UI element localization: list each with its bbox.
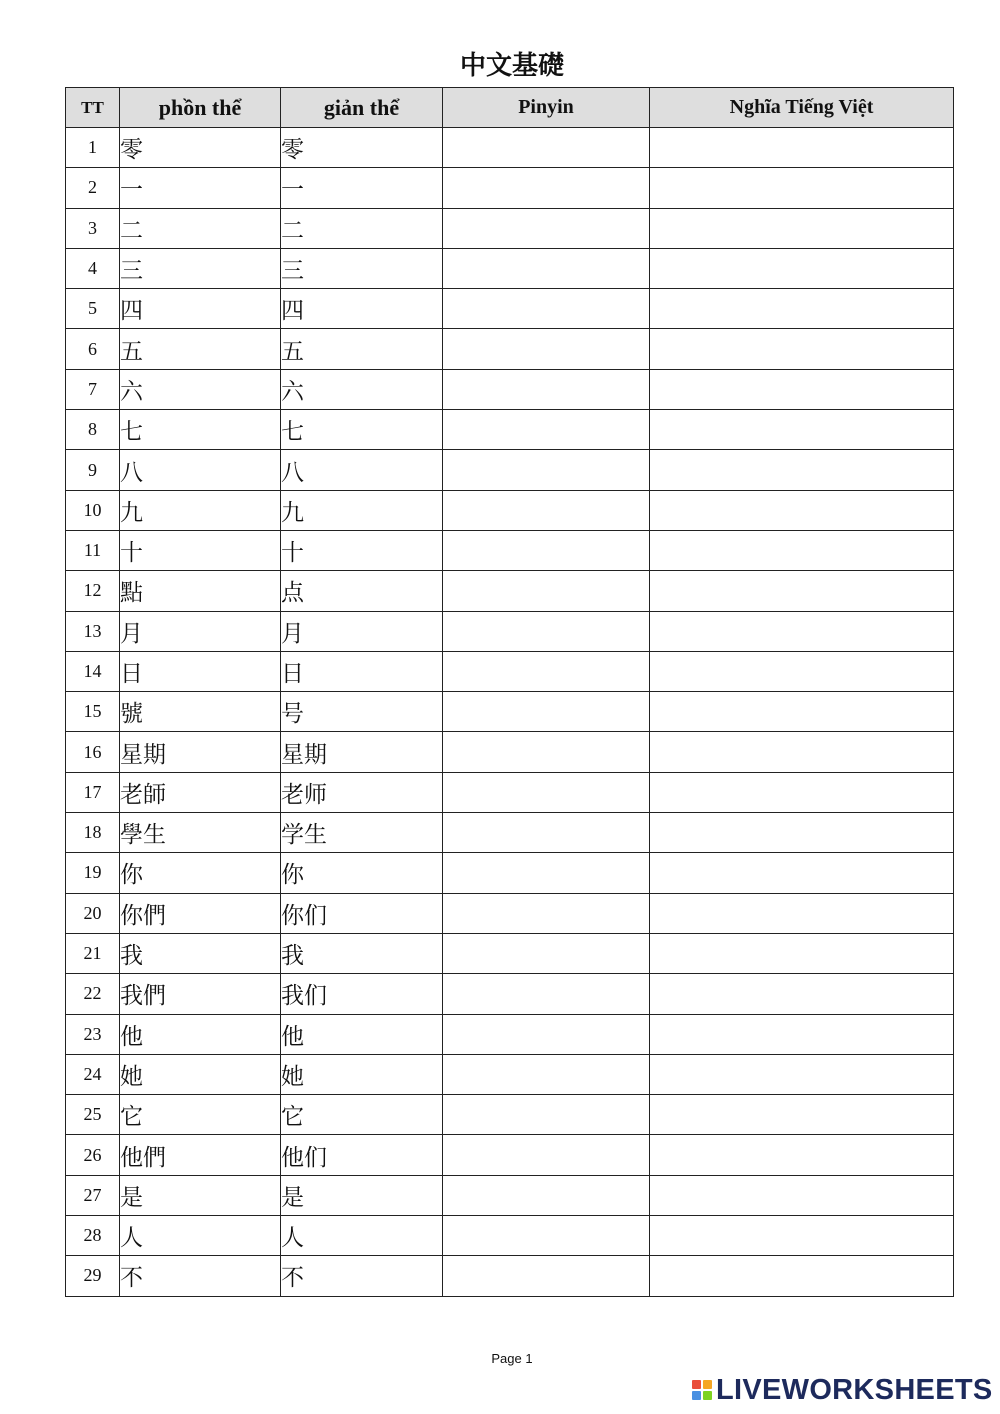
meaning-answer-cell[interactable] [650, 1095, 954, 1135]
logo-tile [703, 1391, 712, 1400]
logo-tile [703, 1380, 712, 1389]
row-number: 16 [66, 732, 120, 772]
simplified-cell: 他们 [281, 1135, 443, 1175]
table-row [66, 974, 954, 1014]
meaning-answer-cell[interactable] [650, 692, 954, 732]
pinyin-answer-cell[interactable] [443, 611, 650, 651]
header-pinyin: Pinyin [443, 88, 650, 128]
pinyin-answer-cell[interactable] [443, 933, 650, 973]
pinyin-answer-cell[interactable] [443, 1216, 650, 1256]
meaning-answer-cell[interactable] [650, 772, 954, 812]
table-row [66, 530, 954, 570]
traditional-cell: 五 [120, 329, 281, 369]
pinyin-answer-cell[interactable] [443, 128, 650, 168]
table-row [66, 208, 954, 248]
header-simplified: giản thể [281, 88, 443, 128]
simplified-cell: 我 [281, 933, 443, 973]
row-number: 27 [66, 1175, 120, 1215]
row-number: 19 [66, 853, 120, 893]
simplified-cell: 九 [281, 490, 443, 530]
meaning-answer-cell[interactable] [650, 1014, 954, 1054]
traditional-cell: 一 [120, 168, 281, 208]
pinyin-answer-cell[interactable] [443, 853, 650, 893]
traditional-cell: 零 [120, 128, 281, 168]
vocabulary-table [65, 87, 954, 1297]
table-row [66, 571, 954, 611]
traditional-cell: 它 [120, 1095, 281, 1135]
meaning-answer-cell[interactable] [650, 732, 954, 772]
simplified-cell: 号 [281, 692, 443, 732]
row-number: 15 [66, 692, 120, 732]
brand-footer[interactable] [692, 1372, 993, 1408]
simplified-cell: 月 [281, 611, 443, 651]
simplified-cell: 人 [281, 1216, 443, 1256]
pinyin-answer-cell[interactable] [443, 530, 650, 570]
table-row [66, 1054, 954, 1094]
traditional-cell: 你 [120, 853, 281, 893]
pinyin-answer-cell[interactable] [443, 1135, 650, 1175]
table-row [66, 853, 954, 893]
table-row [66, 813, 954, 853]
meaning-answer-cell[interactable] [650, 128, 954, 168]
header-meaning: Nghĩa Tiếng Việt [650, 88, 954, 128]
table-row [66, 893, 954, 933]
header-traditional: phồn thể [120, 88, 281, 128]
simplified-cell: 四 [281, 289, 443, 329]
simplified-cell: 你们 [281, 893, 443, 933]
traditional-cell: 九 [120, 490, 281, 530]
row-number: 12 [66, 571, 120, 611]
meaning-answer-cell[interactable] [650, 1216, 954, 1256]
traditional-cell: 點 [120, 571, 281, 611]
traditional-cell: 不 [120, 1256, 281, 1296]
traditional-cell: 六 [120, 369, 281, 409]
simplified-cell: 它 [281, 1095, 443, 1135]
logo-tile [692, 1380, 701, 1389]
meaning-answer-cell[interactable] [650, 853, 954, 893]
liveworksheets-logo-icon [692, 1380, 712, 1400]
pinyin-answer-cell[interactable] [443, 692, 650, 732]
row-number: 28 [66, 1216, 120, 1256]
row-number: 21 [66, 933, 120, 973]
meaning-answer-cell[interactable] [650, 530, 954, 570]
simplified-cell: 学生 [281, 813, 443, 853]
pinyin-answer-cell[interactable] [443, 369, 650, 409]
table-row [66, 329, 954, 369]
pinyin-answer-cell[interactable] [443, 329, 650, 369]
simplified-cell: 不 [281, 1256, 443, 1296]
row-number: 5 [66, 289, 120, 329]
simplified-cell: 十 [281, 530, 443, 570]
pinyin-answer-cell[interactable] [443, 1175, 650, 1215]
meaning-answer-cell[interactable] [650, 410, 954, 450]
logo-tile [692, 1391, 701, 1400]
simplified-cell: 五 [281, 329, 443, 369]
meaning-answer-cell[interactable] [650, 289, 954, 329]
row-number: 20 [66, 893, 120, 933]
row-number: 18 [66, 813, 120, 853]
simplified-cell: 日 [281, 651, 443, 691]
traditional-cell: 老師 [120, 772, 281, 812]
meaning-answer-cell[interactable] [650, 1135, 954, 1175]
table-row [66, 1216, 954, 1256]
row-number: 4 [66, 248, 120, 288]
row-number: 6 [66, 329, 120, 369]
simplified-cell: 老师 [281, 772, 443, 812]
traditional-cell: 十 [120, 530, 281, 570]
row-number: 24 [66, 1054, 120, 1094]
simplified-cell: 他 [281, 1014, 443, 1054]
pinyin-answer-cell[interactable] [443, 893, 650, 933]
row-number: 22 [66, 974, 120, 1014]
pinyin-answer-cell[interactable] [443, 813, 650, 853]
simplified-cell: 我们 [281, 974, 443, 1014]
table-row [66, 1014, 954, 1054]
traditional-cell: 人 [120, 1216, 281, 1256]
meaning-answer-cell[interactable] [650, 369, 954, 409]
simplified-cell: 七 [281, 410, 443, 450]
row-number: 9 [66, 450, 120, 490]
table-row [66, 692, 954, 732]
table-row [66, 289, 954, 329]
row-number: 25 [66, 1095, 120, 1135]
pinyin-answer-cell[interactable] [443, 772, 650, 812]
meaning-answer-cell[interactable] [650, 651, 954, 691]
pinyin-answer-cell[interactable] [443, 410, 650, 450]
pinyin-answer-cell[interactable] [443, 208, 650, 248]
traditional-cell: 我們 [120, 974, 281, 1014]
simplified-cell: 八 [281, 450, 443, 490]
traditional-cell: 是 [120, 1175, 281, 1215]
traditional-cell: 三 [120, 248, 281, 288]
row-number: 26 [66, 1135, 120, 1175]
row-number: 11 [66, 530, 120, 570]
simplified-cell: 零 [281, 128, 443, 168]
table-row [66, 1175, 954, 1215]
meaning-answer-cell[interactable] [650, 611, 954, 651]
row-number: 8 [66, 410, 120, 450]
pinyin-answer-cell[interactable] [443, 974, 650, 1014]
meaning-answer-cell[interactable] [650, 1054, 954, 1094]
pinyin-answer-cell[interactable] [443, 1256, 650, 1296]
traditional-cell: 他們 [120, 1135, 281, 1175]
meaning-answer-cell[interactable] [650, 893, 954, 933]
meaning-answer-cell[interactable] [650, 974, 954, 1014]
meaning-answer-cell[interactable] [650, 168, 954, 208]
meaning-answer-cell[interactable] [650, 450, 954, 490]
row-number: 23 [66, 1014, 120, 1054]
traditional-cell: 日 [120, 651, 281, 691]
traditional-cell: 她 [120, 1054, 281, 1094]
table-header-row [66, 88, 954, 128]
header-tt: TT [66, 88, 120, 128]
row-number: 14 [66, 651, 120, 691]
table-row [66, 651, 954, 691]
traditional-cell: 學生 [120, 813, 281, 853]
row-number: 13 [66, 611, 120, 651]
traditional-cell: 他 [120, 1014, 281, 1054]
traditional-cell: 月 [120, 611, 281, 651]
row-number: 2 [66, 168, 120, 208]
table-row [66, 168, 954, 208]
table-row [66, 410, 954, 450]
pinyin-answer-cell[interactable] [443, 651, 650, 691]
row-number: 10 [66, 490, 120, 530]
worksheet-title: 中文基礎 [459, 51, 564, 81]
pinyin-answer-cell[interactable] [443, 1095, 650, 1135]
meaning-answer-cell[interactable] [650, 329, 954, 369]
pinyin-answer-cell[interactable] [443, 490, 650, 530]
pinyin-answer-cell[interactable] [443, 571, 650, 611]
simplified-cell: 点 [281, 571, 443, 611]
table-row [66, 1095, 954, 1135]
pinyin-answer-cell[interactable] [443, 732, 650, 772]
row-number: 17 [66, 772, 120, 812]
table-row [66, 1135, 954, 1175]
meaning-answer-cell[interactable] [650, 933, 954, 973]
row-number: 7 [66, 369, 120, 409]
simplified-cell: 她 [281, 1054, 443, 1094]
pinyin-answer-cell[interactable] [443, 1014, 650, 1054]
table-row [66, 490, 954, 530]
table-row [66, 772, 954, 812]
simplified-cell: 六 [281, 369, 443, 409]
traditional-cell: 八 [120, 450, 281, 490]
row-number: 1 [66, 128, 120, 168]
traditional-cell: 我 [120, 933, 281, 973]
traditional-cell: 號 [120, 692, 281, 732]
meaning-answer-cell[interactable] [650, 490, 954, 530]
pinyin-answer-cell[interactable] [443, 168, 650, 208]
meaning-answer-cell[interactable] [650, 571, 954, 611]
traditional-cell: 你們 [120, 893, 281, 933]
table-row [66, 248, 954, 288]
simplified-cell: 二 [281, 208, 443, 248]
simplified-cell: 三 [281, 248, 443, 288]
meaning-answer-cell[interactable] [650, 1175, 954, 1215]
simplified-cell: 你 [281, 853, 443, 893]
pinyin-answer-cell[interactable] [443, 248, 650, 288]
pinyin-answer-cell[interactable] [443, 1054, 650, 1094]
page-number: Page 1 [491, 1351, 533, 1366]
table-row [66, 450, 954, 490]
meaning-answer-cell[interactable] [650, 208, 954, 248]
pinyin-answer-cell[interactable] [443, 450, 650, 490]
simplified-cell: 星期 [281, 732, 443, 772]
traditional-cell: 四 [120, 289, 281, 329]
brand-wordmark: LIVEWORKSHEETS [716, 1374, 993, 1406]
meaning-answer-cell[interactable] [650, 1256, 954, 1296]
table-row [66, 369, 954, 409]
simplified-cell: 是 [281, 1175, 443, 1215]
traditional-cell: 七 [120, 410, 281, 450]
traditional-cell: 二 [120, 208, 281, 248]
table-row [66, 732, 954, 772]
table-row [66, 611, 954, 651]
meaning-answer-cell[interactable] [650, 248, 954, 288]
table-row [66, 1256, 954, 1296]
row-number: 3 [66, 208, 120, 248]
pinyin-answer-cell[interactable] [443, 289, 650, 329]
row-number: 29 [66, 1256, 120, 1296]
table-row [66, 933, 954, 973]
meaning-answer-cell[interactable] [650, 813, 954, 853]
table-row [66, 128, 954, 168]
traditional-cell: 星期 [120, 732, 281, 772]
simplified-cell: 一 [281, 168, 443, 208]
